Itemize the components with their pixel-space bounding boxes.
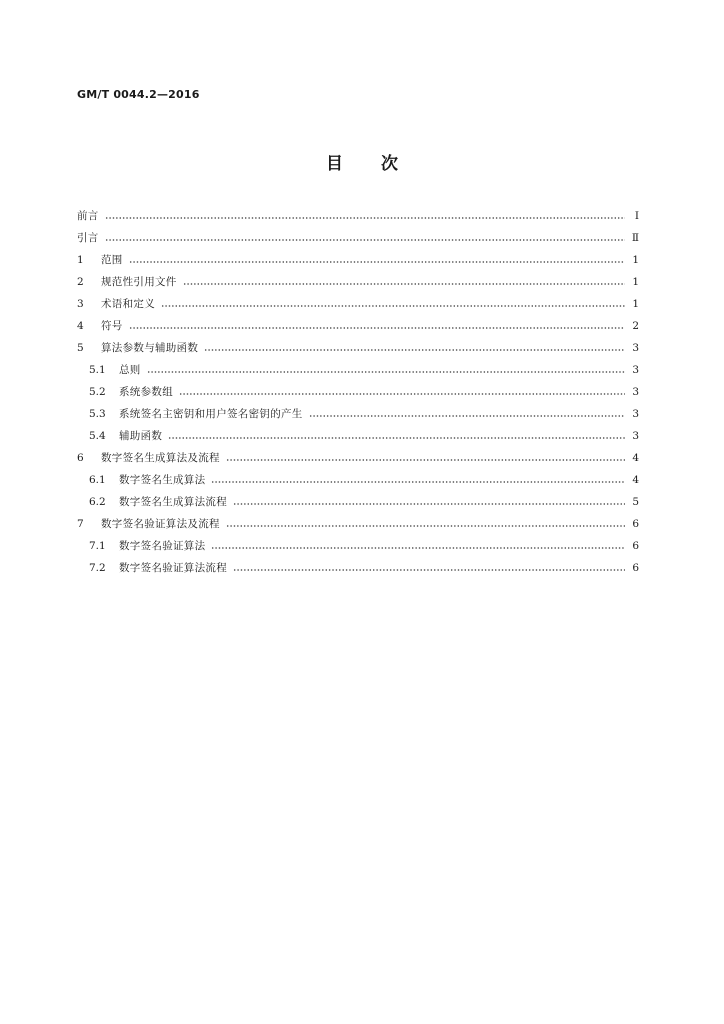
toc-entry-page: 1 [632,254,639,266]
toc-leader-dots [226,525,625,527]
toc-entry-number: 6.1 [89,474,106,486]
toc-entry-page: 4 [632,452,639,464]
toc-entry-label: 范围 [101,254,123,266]
toc-entry-4[interactable] [77,315,639,337]
toc-leader-dots [161,305,625,307]
toc-entry-page: 4 [632,474,639,486]
toc-entry-label: 引言 [77,232,99,244]
toc-leader-dots [179,393,625,395]
toc-entry-number: 5.4 [89,430,106,442]
toc-entry-number: 6.2 [89,496,106,508]
toc-entry-page: 3 [632,364,639,376]
toc-entry-number: 7.1 [89,540,106,552]
page-title-char-2: 次 [381,154,398,174]
toc-leader-dots [168,437,625,439]
toc-entry-page: Ⅰ [634,210,639,222]
toc-entry-label: 辅助函数 [119,430,163,442]
toc-entry-6[interactable] [77,447,639,469]
toc-entry-number: 1 [77,254,84,266]
toc-entry-number: 4 [77,320,84,332]
toc-entry-number: 5.3 [89,408,106,420]
toc-entry-5-4[interactable] [77,425,639,447]
toc-entry-label: 规范性引用文件 [101,276,177,288]
toc-entry-number: 7.2 [89,562,106,574]
toc-entry-6-1[interactable] [77,469,639,491]
toc-leader-dots [233,503,625,505]
toc-entry-6-2[interactable] [77,491,639,513]
toc-leader-dots [211,547,625,549]
toc-entry-page: 3 [632,342,639,354]
toc-entry-page: 6 [632,518,639,530]
toc-leader-dots [211,481,625,483]
toc-entry-page: 5 [632,496,639,508]
toc-leader-dots [183,283,625,285]
toc-entry-page: 3 [632,408,639,420]
toc-entry-5[interactable] [77,337,639,359]
toc-entry-number: 2 [77,276,84,288]
toc-entry-page: Ⅱ [631,232,639,244]
toc-leader-dots [129,327,625,329]
toc-entry-page: 3 [632,386,639,398]
toc-entry-5-2[interactable] [77,381,639,403]
toc-leader-dots [147,371,625,373]
toc-entry-label: 术语和定义 [101,298,155,310]
toc-entry-page: 1 [632,298,639,310]
table-of-contents [77,205,639,579]
toc-leader-dots [226,459,625,461]
toc-entry-1[interactable] [77,249,639,271]
toc-entry-label: 系统参数组 [119,386,173,398]
toc-entry-label: 数字签名生成算法 [119,474,206,486]
toc-leader-dots [233,569,625,571]
toc-entry-page: 1 [632,276,639,288]
toc-leader-dots [309,415,625,417]
toc-entry-page: 6 [632,540,639,552]
toc-entry-5-1[interactable] [77,359,639,381]
toc-entry-label: 符号 [101,320,123,332]
standard-code: GM/T 0044.2—2016 [77,88,200,101]
page-title [0,149,724,174]
toc-entry-label: 数字签名验证算法 [119,540,206,552]
toc-entry-foreword[interactable] [77,205,639,227]
toc-entry-3[interactable] [77,293,639,315]
toc-entry-label: 系统签名主密钥和用户签名密钥的产生 [119,408,303,420]
toc-entry-number: 5 [77,342,84,354]
toc-leader-dots [129,261,625,263]
toc-entry-label: 数字签名验证算法流程 [119,562,227,574]
toc-entry-number: 6 [77,452,84,464]
toc-entry-page: 6 [632,562,639,574]
toc-leader-dots [105,239,625,241]
toc-entry-number: 5.1 [89,364,106,376]
toc-entry-number: 3 [77,298,84,310]
toc-entry-label: 数字签名生成算法流程 [119,496,227,508]
page-title-char-1: 目 [326,154,343,174]
toc-entry-label: 总则 [119,364,141,376]
toc-entry-label: 算法参数与辅助函数 [101,342,199,354]
toc-entry-number: 7 [77,518,84,530]
toc-entry-label: 数字签名生成算法及流程 [101,452,220,464]
toc-entry-7-2[interactable] [77,557,639,579]
toc-entry-number: 5.2 [89,386,106,398]
toc-entry-page: 2 [632,320,639,332]
toc-entry-2[interactable] [77,271,639,293]
toc-entry-5-3[interactable] [77,403,639,425]
toc-entry-7[interactable] [77,513,639,535]
toc-entry-label: 前言 [77,210,99,222]
toc-entry-label: 数字签名验证算法及流程 [101,518,220,530]
toc-leader-dots [105,217,625,219]
toc-entry-7-1[interactable] [77,535,639,557]
toc-leader-dots [204,349,625,351]
toc-entry-introduction[interactable] [77,227,639,249]
toc-entry-page: 3 [632,430,639,442]
